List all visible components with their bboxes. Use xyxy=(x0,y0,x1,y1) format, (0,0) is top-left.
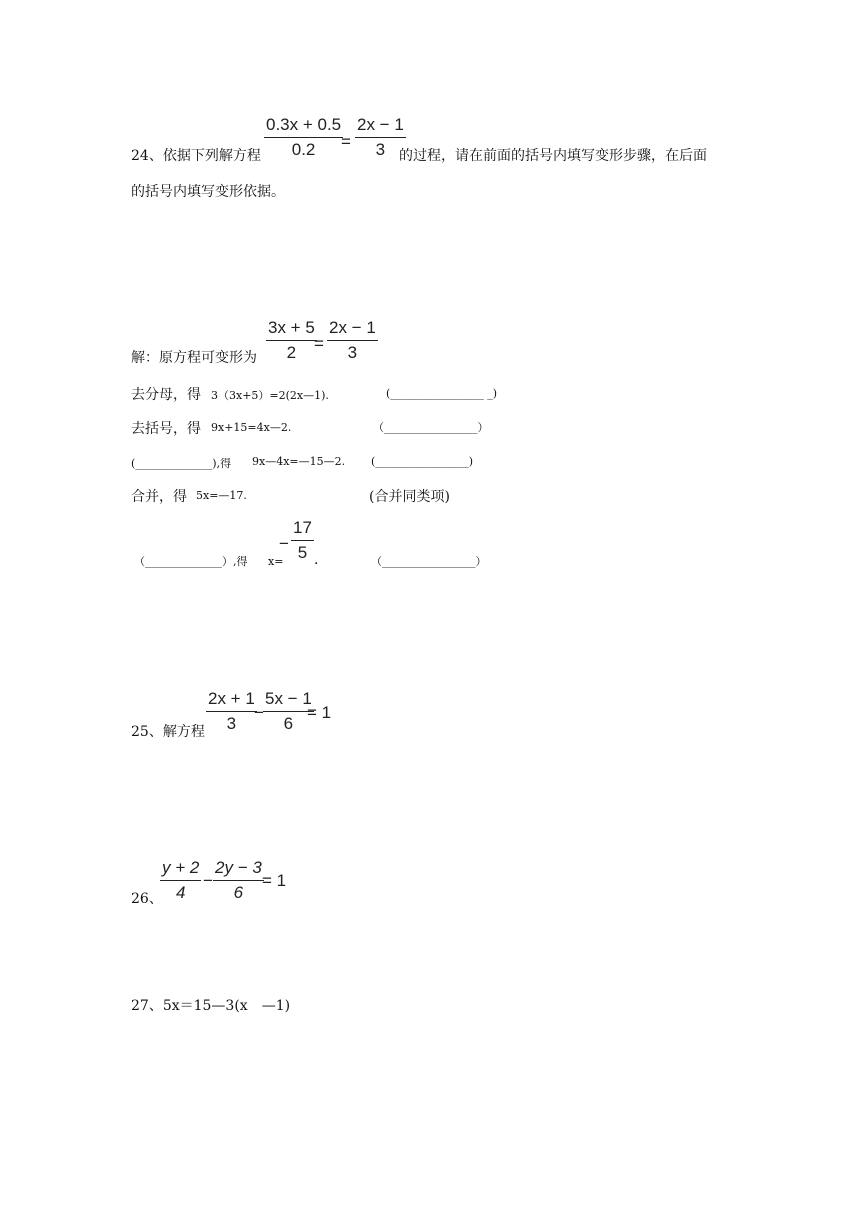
step4-reason: (合并同类项) xyxy=(369,489,450,505)
numerator: 2x − 1 xyxy=(327,318,378,341)
denominator: 4 xyxy=(175,883,186,902)
step4-expression: 5x=—17. xyxy=(196,489,247,502)
numerator: 2x − 1 xyxy=(355,115,406,138)
step3-expression: 9x—4x=—15—2. xyxy=(252,455,346,468)
denominator: 3 xyxy=(226,714,237,733)
step2-expression: 9x+15=4x—2. xyxy=(211,421,292,434)
minus-sign: − xyxy=(279,534,289,553)
step3-reason-blank[interactable]: (_________________) xyxy=(371,455,474,468)
step3-step-blank[interactable]: (______________),得 xyxy=(131,457,232,470)
solution-intro: 解：原方程可变形为 xyxy=(131,350,257,366)
step4-label: 合并，得 xyxy=(131,489,187,505)
q24-prefix: 24、依据下列解方程 xyxy=(131,148,261,164)
numerator: 2y − 3 xyxy=(213,858,264,881)
numerator: 0.3x + 0.5 xyxy=(264,115,343,138)
q26-fraction-b xyxy=(213,858,264,903)
step2-reason-blank[interactable]: （_________________） xyxy=(373,421,489,434)
step1-expression: 3（3x+5）=2(2x—1). xyxy=(211,389,329,402)
step1-reason-blank[interactable]: (_________________ _) xyxy=(386,387,498,400)
denominator: 3 xyxy=(347,343,358,362)
denominator: 3 xyxy=(375,140,386,159)
step2-label: 去括号，得 xyxy=(131,421,201,437)
numerator: 17 xyxy=(291,518,314,541)
solution-right-fraction xyxy=(327,318,378,363)
step5-period: . xyxy=(314,552,319,568)
denominator: 0.2 xyxy=(291,140,316,159)
step5-reason-blank[interactable]: （_________________） xyxy=(371,555,487,568)
denominator: 5 xyxy=(297,543,308,562)
numerator: y + 2 xyxy=(160,858,201,881)
step5-fraction xyxy=(291,518,314,563)
q24-suffix: 的过程，请在前面的括号内填写变形步骤，在后面 xyxy=(399,148,707,164)
step1-label: 去分母，得 xyxy=(131,387,201,403)
step5-x-label: x= xyxy=(268,555,284,568)
numerator: 3x + 5 xyxy=(266,318,317,341)
q27-text: 27、5x＝15—3(x —1) xyxy=(131,998,291,1014)
q25-prefix: 25、解方程 xyxy=(131,724,205,740)
step5-step-blank[interactable]: （______________）,得 xyxy=(134,555,248,568)
minus-sign: − xyxy=(254,703,264,722)
equals-sign: = xyxy=(314,334,324,353)
q26-rhs: = 1 xyxy=(262,871,287,890)
q26-fraction-a xyxy=(160,858,201,903)
q24-line2: 的括号内填写变形依据。 xyxy=(131,184,285,200)
q25-fraction-a xyxy=(206,689,257,734)
denominator: 2 xyxy=(286,343,297,362)
denominator: 6 xyxy=(233,883,244,902)
minus-sign: − xyxy=(203,871,213,890)
q26-prefix: 26、 xyxy=(131,891,163,907)
numerator: 5x − 1 xyxy=(263,689,314,712)
equals-sign: = xyxy=(341,132,351,151)
solution-left-fraction xyxy=(266,318,317,363)
denominator: 6 xyxy=(283,714,294,733)
numerator: 2x + 1 xyxy=(206,689,257,712)
q25-rhs: = 1 xyxy=(307,703,332,722)
q24-eq-left-fraction xyxy=(264,115,343,160)
